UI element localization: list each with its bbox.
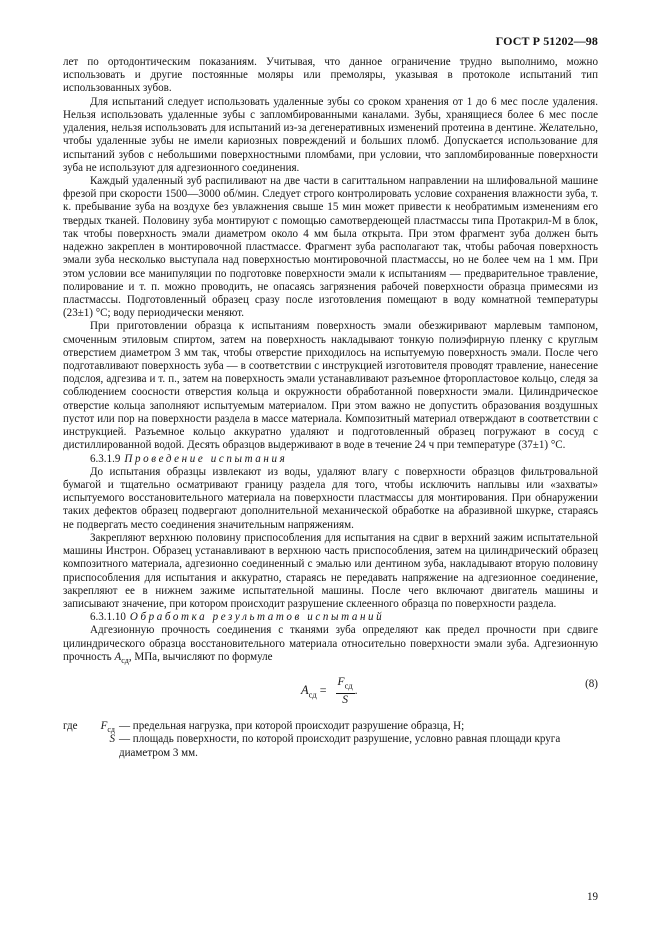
- section-heading: [63, 453, 598, 466]
- formula-legend: [63, 720, 598, 760]
- paragraph: Адгезионную прочность соединения с тканями зуба определяют как предел прочности при сдвиге цилиндрического образца восстановительного материала относительно поверхности эмали зуба. Адгезионную прочность $A_{сд}$, МПа, вычисляют по формуле: [63, 624, 598, 666]
- legend-row: S — площадь поверхности, по которой происходит разрушение, условно равная площади круга диаметром 3 мм.: [109, 733, 561, 759]
- section-number: 6.3.1.10: [90, 611, 126, 624]
- legend-prefix: где: [63, 720, 78, 733]
- section-heading: [63, 611, 598, 624]
- formula-numerator: $F_{сд}$: [336, 676, 355, 694]
- legend-text: — предельная нагрузка, при которой происходит разрушение образца, Н;: [119, 720, 465, 733]
- page-number: 19: [586, 891, 598, 903]
- formula-number: (8): [585, 678, 598, 691]
- section-title: Проведение испытания: [124, 452, 288, 465]
- paragraph: Закрепляют верхнюю половину приспособления для испытания на сдвиг в верхний зажим испытательной машины Инстрон. Образец устанавливают в верхнюю часть приспособления, затем на цилиндрический образец композитного материала, адгезионно соединенный с эмалью или дентином зуба, накладывают вторую половину приспособления для испытания и аккуратно, стараясь не передавать напряжение на адгезионное соединение, закрепляют ее в нижнем зажиме испытательной машины. После чего включают двигатель машины и записывают значение, при котором происходит разрушение склеенного образца по поверхности раздела.: [63, 531, 598, 610]
- legend-row: где $F_{сд}$ — предельная нагрузка, при которой происходит разрушение образца, Н;: [63, 720, 465, 735]
- formula-fraction: [336, 676, 355, 707]
- legend-text: — площадь поверхности, по которой происходит разрушение, условно равная площади круга диаметром 3 мм.: [119, 733, 561, 759]
- paragraph: Каждый удаленный зуб распиливают на две части в сагиттальном направлении на шлифовальной машине фрезой при скорости 1500—3000 об/мин. Следует строго контролировать условие сохранения влажности зуба, т. к. пребывание зуба на воздухе без увлажнения свыше 15 мин может привести к необратимым изменениям его твердых тканей. Половину зуба монтируют с помощью самотвердеющей пластмассы типа Протакрил-М в блок, так чтобы поверхность эмали диаметром около 4 мм была открыта. При этом фрагмент зуба должен быть надежно закреплен в монтировочной пластмассе. Фрагмент зуба располагают так, чтобы рабочая поверхность эмали зуба несколько выступала над поверхностью монтировочной пластмассы, но не более чем на 1 мм. При этом условии все манипуляции по подготовке поверхности эмали к испытаниям — предварительное травление, полирование и т. п. можно проводить, не опасаясь загрязнения рабочей поверхности образца примесями из пластмассы. Подготовленный образец сразу после изготовления помещают в воду комнатной температуры (23±1) °С; воду периодически меняют.: [63, 174, 598, 320]
- standard-header: ГОСТ Р 51202—98: [495, 34, 598, 48]
- body-text: [63, 56, 598, 760]
- formula-denominator: S: [342, 693, 348, 706]
- formula: $A_{сд}$ = $\frac{F_{сд}}{S}$ .: [301, 676, 358, 706]
- paragraph: До испытания образцы извлекают из воды, удаляют влагу с поверхности образцов фильтровальной бумагой и тщательно осматривают границу раздела для того, чтобы исключить наплывы или «захваты» испытуемого восстановительного материала на поверхности пластмассы для монтирования. При обнаружении таких дефектов образец подвергают дополнительной механической обработке на абразивной шкурке, стараясь не подвергать место соединения значительным напряжениям.: [63, 465, 598, 531]
- paragraph: лет по ортодонтическим показаниям. Учитывая, что данное ограничение трудно выполнимо, можно использовать и другие постоянные моляры или премоляры, указывая в протоколе испытаний тип использованных зубов.: [63, 56, 598, 95]
- inline-symbol: $A_{сд}$: [114, 650, 129, 666]
- paragraph: Для испытаний следует использовать удаленные зубы со сроком хранения от 1 до 6 мес после удаления. Нельзя использовать удаленные зубы с запломбированными каналами. Зубы, хранящиеся более 6 мес после удаления, нельзя использовать для испытаний из-за дегенеративных изменений протеина в дентине. Желательно, чтобы удаленные зубы не имели кариозных повреждений и больших пломб. Допускается использование для испытаний зубов с небольшими поверхностными пломбами, при условии, что запломбированные поверхности зуба не используют для адгезионного соединения.: [63, 95, 598, 174]
- section-number: 6.3.1.9: [90, 452, 121, 465]
- paragraph: При приготовлении образца к испытаниям поверхность эмали обезжиривают марлевым тампоном, смоченным этиловым спиртом, затем на поверхность накладывают тонкую полиэфирную пленку с круглым отверстием диаметром 3 мм так, чтобы отверстие приходилось на испытуемую поверхность эмали. После чего подготавливают поверхность зуба — в соответствии с инструкцией изготовителя проводят травление, нанесение подслоя, адгезива и т. п., затем на поверхность эмали устанавливают разъемное фторопластовое кольцо, следя за соблюдением соосности отверстия кольца и окружности обработанной поверхности эмали. Цилиндрическое отверстие кольца заполняют испытуемым материалом. При этом важно не допустить образования воздушных пустот или пор на поверхности раздела в массе материала. Композитный материал отверждают в соответствии с инструкцией. Разъемное кольцо аккуратно удаляют и подготовленный образец погружают в сосуд с дистиллированной водой. Десять образцов выдерживают в воде в течение 24 ч при температуре (37±1) °С.: [63, 320, 598, 452]
- formula-lhs-sub: сд: [308, 689, 317, 700]
- section-title: Обработка результатов испытаний: [129, 611, 385, 624]
- formula-lhs: A: [301, 683, 309, 698]
- formula-block: [63, 674, 598, 714]
